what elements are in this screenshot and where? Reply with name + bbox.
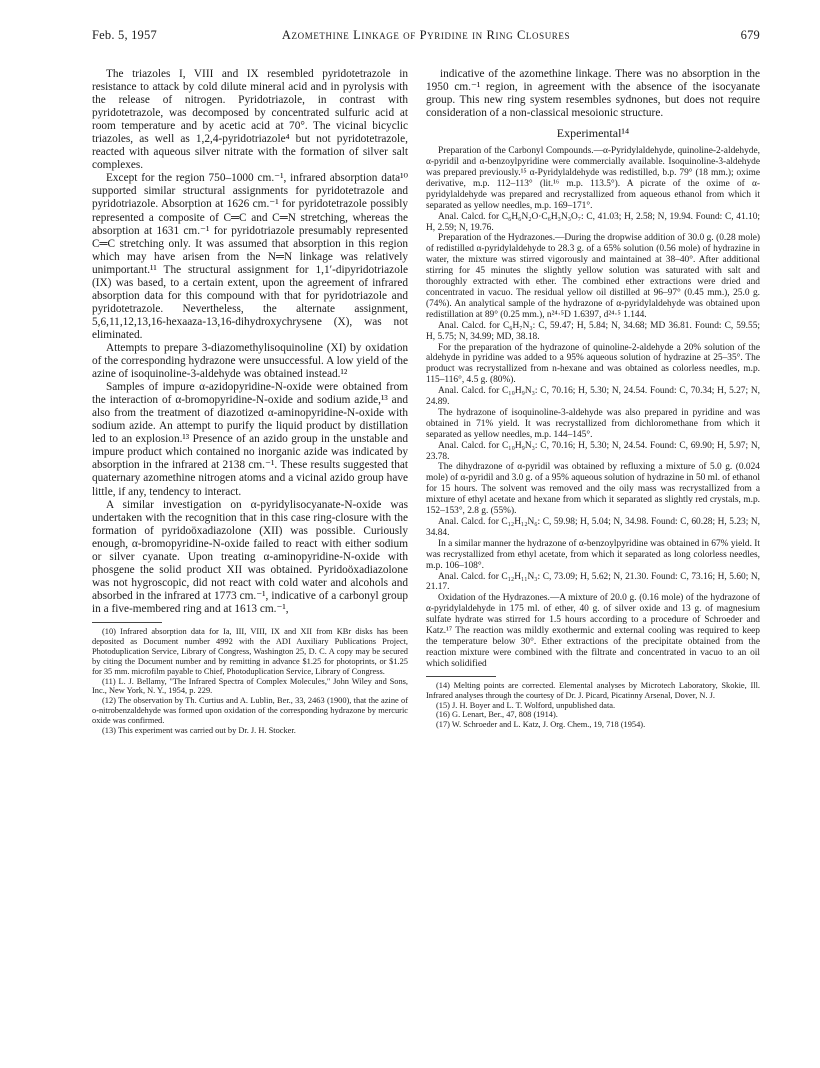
paragraph-benzoylpyridine-hydrazone: In a similar manner the hydrazone of α-benzoylpyridine was obtained in 67% yield. It was recrystallized from ethyl acetate, from which it separated as long colorless needles, m.p. 106–108°. (426, 538, 761, 571)
paragraph-isocyanate: A similar investigation on α-pyridylisocyanate-N-oxide was undertaken with the recognition that in this case ring-closure with the formation of pyridoöxadiazolone (XII) was possible. Curiously enough, α-bromopyridine-N-oxide failed to react with either sodium or silver cyanate. Upon treating α-aminopyridine-N-oxide with phosgene the solid product XII was obtained. Pyridoöxadiazolone was not hygroscopic, did not react with cold water and alcohols and absorbed in the infrared at 1773 cm.⁻¹, indicative of a carbonyl group in a five-membered ring and at 1613 cm.⁻¹, (92, 498, 408, 615)
paragraph-infrared: Except for the region 750–1000 cm.⁻¹, infrared absorption data¹⁰ supported similar structural assignments for pyridotetrazole and pyridotriazole. Absorption at 1626 cm.⁻¹ for pyridotetrazole possibly represented a composite of C═C and C═N stretching, whereas the absorption at 1631 cm.⁻¹ for pyridotriazole presumably represented C═C stretching only. It was assumed that absorption in this region which may have arisen from the N═N linkage was relatively unimportant.¹¹ The structural assignment for 1,1′-dipyridotriazole (IX) was based, to a certain extent, upon the agreement of infrared absorption data for this compound with that for pyridotriazole and pyridotetrazole. Nevertheless, the alternate assignment, 5,6,11,12,13,16-hexaaza-13,16-dihydroxychrysene (X), was not eliminated. (92, 172, 408, 341)
paragraph-quinoline-hydrazone: For the preparation of the hydrazone of quinoline-2-aldehyde a 20% solution of the aldehyde in pyridine was added to a 95% aqueous solution of hydrazine at 25–35°. The product was recrystallized from n-hexane and was obtained as colorless needles, m.p. 115–116°, 4.5 g. (80%). (426, 342, 760, 386)
paragraph-oxidation: Oxidation of the Hydrazones.—A mixture of 20.0 g. (0.16 mole) of the hydrazone of α-pyridylaldehyde in 175 ml. of ether, 40 g. of silver oxide and 13 g. of magnesium sulfate hydrate was stirred for 1.5 hours according to a procedure of Schroeder and Katz.¹⁷ The reaction was mildly exothermic and external cooling was required to keep the temperature below 30°. Ether extractions of the precipitate obtained from the reaction mixture were combined with the filtrate and concentrated in vacuo to an oil which solidified (426, 593, 760, 669)
footnote-rule-right (426, 676, 496, 677)
paragraph-diazomethyl: Attempts to prepare 3-diazomethylisoquinoline (XI) by oxidation of the corresponding hydrazone were unsuccessful. A low yield of the azine of isoquinoline-3-aldehyde was obtained instead.¹² (92, 341, 408, 381)
experimental-body (426, 146, 760, 670)
footnote-11: (11) L. J. Bellamy, "The Infrared Spectra of Complex Molecules," John Wiley and Sons, Inc., New York, N. Y., 1954, p. 229. (92, 676, 408, 696)
issue-date: Feb. 5, 1957 (92, 28, 157, 42)
footnote-16: (16) G. Lenart, Ber., 47, 808 (1914). (436, 710, 558, 720)
analysis-benzoylpyridine-hydrazone: Anal. Calcd. for C₁₂H₁₁N₃: C, 73.09; H, 5.62; N, 21.30. Found: C, 73.16; H, 5.60; N, 21.17. (426, 571, 760, 593)
footnote-17: (17) W. Schroeder and L. Katz, J. Org. Chem., 19, 718 (1954). (436, 720, 646, 730)
left-body (92, 68, 408, 616)
footnote-13: (13) This experiment was carried out by Dr. J. H. Stocker. (102, 726, 296, 736)
paragraph-carbonyl-compounds: Preparation of the Carbonyl Compounds.—α-Pyridylaldehyde, quinoline-2-aldehyde, α-pyridil and α-benzoylpyridine were commercially available. Isoquinoline-3-aldehyde was prepared previously.¹⁵ α-Pyridylaldehyde was redistilled, b.p. 79° (18 mm.); oxime derivative, m.p. 112–113° (lit.¹⁶ m.p. 113.5°). A picrate of the oxime of α-pyridylaldehyde was prepared and recrystallized from aqueous ethanol from which it separated as yellow needles, m.p. 169–171°. (426, 146, 760, 211)
paragraph-dihydrazone: The dihydrazone of α-pyridil was obtained by refluxing a mixture of 5.0 g. (0.024 mole) of α-pyridil and 3.0 g. of a 95% aqueous solution of hydrazine in 50 ml. of ethanol for 15 hours. The solvent was removed and the oily mass was recrystallized from a mixture of ethyl acetate and hexane from which it separated as slightly red crystals, m.p. 152–153°, 2.8 g. (55%). (426, 462, 761, 517)
section-heading-experimental: Experimental¹⁴ (556, 126, 630, 141)
analysis-pyridylaldehyde-hydrazone: Anal. Calcd. for C₆H₇N₃: C, 59.47; H, 5.84; N, 34.68; MD 36.81. Found: C, 59.55; H, 5.75; N, 34.99; MD, 38.18. (426, 320, 760, 342)
footnote-rule (92, 622, 162, 623)
page-number: 679 (740, 28, 760, 42)
paragraph-isoquinoline-hydrazone: The hydrazone of isoquinoline-3-aldehyde was also prepared in pyridine and was obtained in 71% yield. It was recrystallized from dichloromethane from which it separated as yellow needles, m.p. 144–145°. (426, 407, 760, 440)
left-column (92, 68, 408, 736)
paragraph-hydrazones: Preparation of the Hydrazones.—During the dropwise addition of 30.0 g. (0.28 mole) of redistilled α-pyridylaldehyde to 28.3 g. of a 65% solution (0.56 mole) of hydrazine in water, the mixture was stirred vigorously and maintained at 38–40°. After additional stirring for 45 minutes the slightly yellow solution was saturated with salt and thoroughly extracted with ether. The combined ether extractions were dried and concentrated in vacuo. The residual yellow oil distilled at 96–97° (0.45 mm.), 25.0 g. (74%). An analytical sample of the hydrazone of α-pyridylaldehyde was obtained upon redistillation at 89° (0.25 mm.), n²⁴·⁵D 1.6397, d²⁴·⁵ 1.144. (426, 233, 760, 320)
analysis-picrate: Anal. Calcd. for C₆H₆N₂O·C₆H₃N₃O₇: C, 41.03; H, 2.58; N, 19.94. Found: C, 41.10; H, 2.59; N, 19.76. (426, 211, 760, 233)
paragraph-azomethine: indicative of the azomethine linkage. There was no absorption in the 1950 cm.⁻¹ region, in agreement with the absence of the isocyanate group. This new ring system resembles sydnones, but does not require consideration of a non-classical mesoionic structure. (426, 68, 760, 120)
paragraph-azidopyridine: Samples of impure α-azidopyridine-N-oxide were obtained from the interaction of α-bromopyridine-N-oxide and sodium azide,¹³ and also from the treatment of diazotized α-aminopyridine-N-oxide with sodium azide. An attempt to purify the liquid product by distillation led to an explosion.¹³ Presence of an azido group in the unstable and impure product which contained no inorganic azide was indicated by absorption in the infrared at 2138 cm.⁻¹. These results suggested that quaternary azomethine nitrogen atoms and a vicinal azido group have little, if any, tendency to interact. (92, 381, 408, 498)
analysis-quinoline-hydrazone: Anal. Calcd. for C₁₀H₉N₃: C, 70.16; H, 5.30; N, 24.54. Found: C, 70.34; H, 5.27; N, 24.89. (426, 386, 760, 408)
footnote-12: (12) The observation by Th. Curtius and A. Lublin, Ber., 33, 2463 (1900), that the azine of o-nitrobenzaldehyde was formed upon oxidation of the corresponding hydrazone by mercuric oxide was confirmed. (92, 696, 408, 726)
footnote-15: (15) J. H. Boyer and L. T. Wolford, unpublished data. (436, 700, 616, 710)
analysis-isoquinoline-hydrazone: Anal. Calcd. for C₁₀H₉N₃: C, 70.16; H, 5.30; N, 24.54. Found: C, 69.90; H, 5.97; N, 23.78. (426, 440, 760, 462)
running-header (92, 28, 760, 48)
paragraph-triazoles: The triazoles I, VIII and IX resembled pyridotetrazole in resistance to attack by cold dilute mineral acid and in pyrolysis with the release of nitrogen. Pyridotriazole, in contrast with pyridotetrazole, was decomposed by concentrated sulfuric acid at room temperature and by acetic acid at 70°. The vicinal bicyclic triazoles, as well as 1,2,4-pyridotriazole⁴ but not pyridotetrazole, reacted with aqueous silver nitrate with the formation of silver salt complexes. (92, 68, 408, 172)
right-column (426, 68, 760, 730)
footnote-14: (14) Melting points are corrected. Elemental analyses by Microtech Laboratory, Skokie, Ill. Infrared analyses through the courtesy of Dr. J. Picard, Picatinny Arsenal, Dover, N. J. (426, 680, 760, 700)
footnote-10: (10) Infrared absorption data for Ia, III, VIII, IX and XII from KBr disks has been deposited as Document number 4992 with the ADI Auxiliary Publications Project, Photoduplication Service, Library of Congress, Washington 25, D. C. A copy may be secured by citing the Document number and by remitting in advance $1.25 for photoprints, or $1.25 for 35 mm. microfilm payable to Chief, Photoduplication Service, Library of Congress. (92, 626, 408, 676)
right-body (426, 68, 760, 120)
analysis-dihydrazone: Anal. Calcd. for C₁₂H₁₂N₆: C, 59.98; H, 5.04; N, 34.98. Found: C, 60.28; H, 5.23; N, 34.84. (426, 517, 760, 538)
running-title: Azomethine Linkage of Pyridine in Ring Closures (281, 28, 571, 42)
